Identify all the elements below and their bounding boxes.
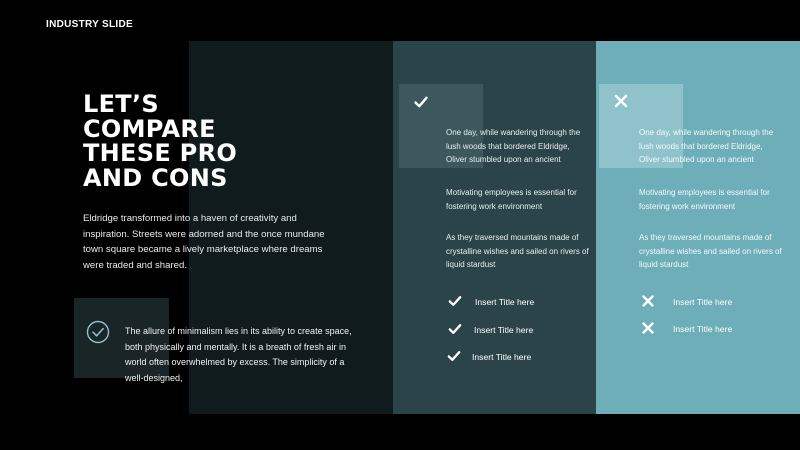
note-paragraph: The allure of minimalism lies in its ability to create space, both physically and mentally. It is a breath of fresh air in world often overwhelmed by excess. The simplicity of a well-designed,: [125, 326, 352, 383]
check-icon: [413, 94, 429, 110]
cons-item-1: Insert Title here: [673, 297, 733, 307]
slide-label: INDUSTRY SLIDE: [46, 19, 133, 30]
pros-paragraph-1: One day, while wandering through the lush woods that bordered Eldridge, Oliver stumbled upon an ancient: [446, 128, 581, 164]
x-icon: [641, 294, 655, 308]
check-circle-icon: [86, 320, 110, 344]
pros-paragraph-3: As they traversed mountains made of crystalline wishes and sailed on rivers of liquid stardust: [446, 233, 589, 269]
slide-heading: LET’S COMPARE THESE PRO AND CONS: [83, 90, 238, 192]
check-icon: [447, 349, 461, 363]
cons-paragraph-1: One day, while wandering through the lush woods that bordered Eldridge, Oliver stumbled upon an ancient: [639, 128, 774, 164]
cons-item-2: Insert Title here: [673, 324, 733, 334]
intro-paragraph: Eldridge transformed into a haven of creativity and inspiration. Streets were adorned and the once mundane town square became a lively marketplace where dreams were traded and shared.: [83, 213, 325, 271]
pros-paragraph-2: Motivating employees is essential for fostering work environment: [446, 188, 577, 211]
cons-paragraph-3: As they traversed mountains made of crystalline wishes and sailed on rivers of liquid stardust: [639, 233, 782, 269]
check-icon: [448, 294, 462, 308]
pros-item-1: Insert Title here: [475, 297, 535, 307]
pros-item-3: Insert Title here: [472, 352, 532, 362]
cons-paragraph-2: Motivating employees is essential for fostering work environment: [639, 188, 770, 211]
pros-item-2: Insert Title here: [474, 325, 534, 335]
check-icon: [448, 322, 462, 336]
x-icon: [613, 93, 629, 109]
x-icon: [641, 321, 655, 335]
